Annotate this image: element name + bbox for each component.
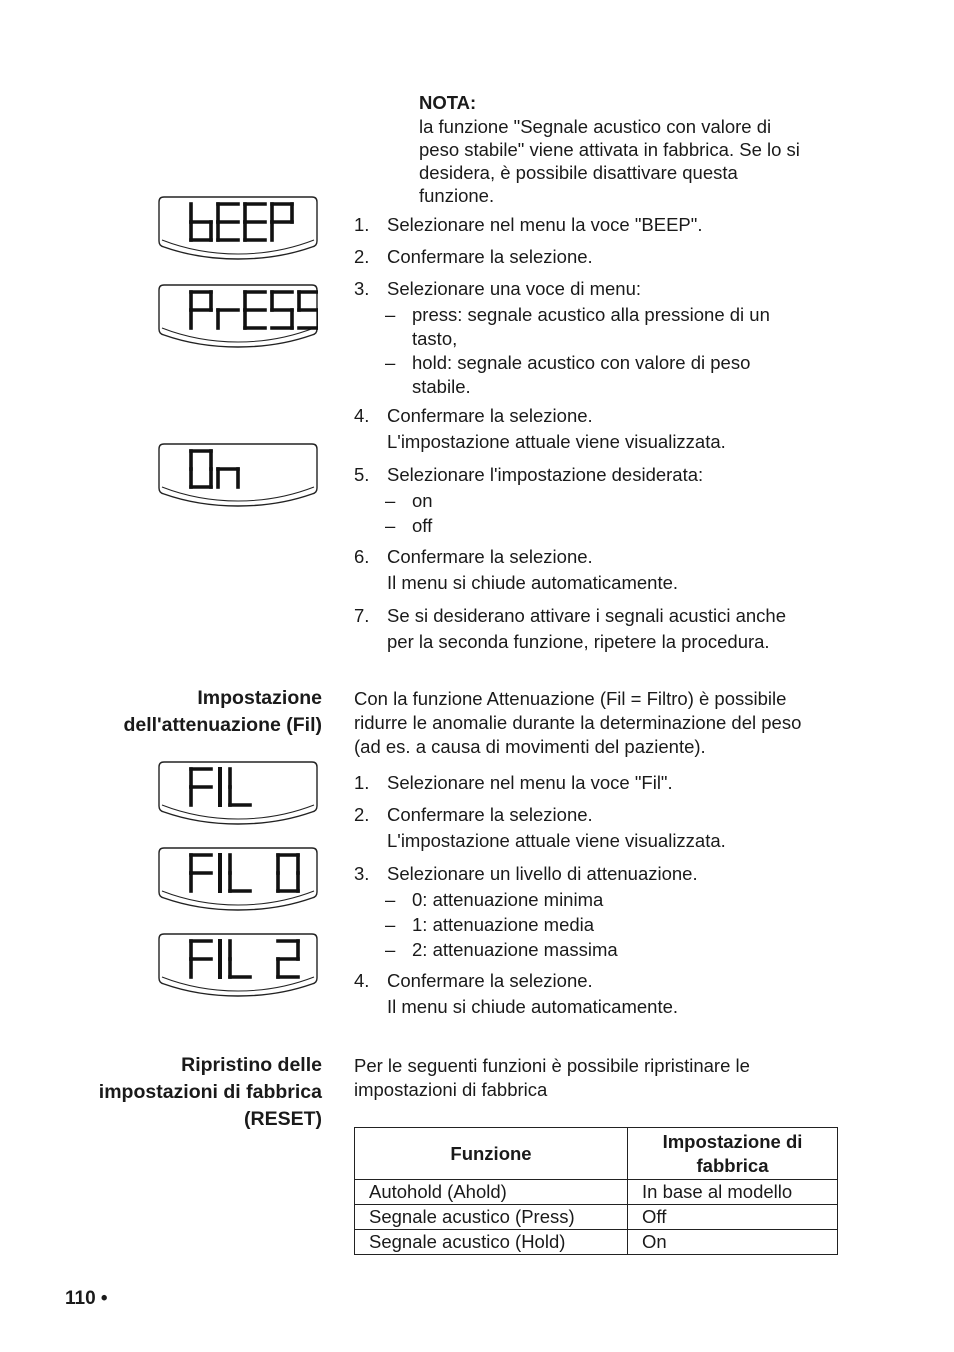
reset-table (354, 1127, 838, 1255)
step-extra: Il menu si chiude automaticamente. (387, 572, 679, 593)
step-extra: L'impostazione attuale viene visualizzata. (387, 431, 726, 452)
step-number: 4. (354, 970, 370, 991)
step-extra: L'impostazione attuale viene visualizzata. (387, 830, 726, 851)
step-text: Se si desiderano attivare i segnali acustici anche (387, 605, 787, 626)
table-cell: On (628, 1230, 838, 1255)
sub-item: – 2: attenuazione massima (385, 939, 618, 960)
step-text: Selezionare nel menu la voce "Fil". (387, 772, 673, 793)
step-text: Confermare la selezione. (387, 246, 593, 267)
step-text: Selezionare un livello di attenuazione. (387, 863, 698, 884)
fil-intro: Con la funzione Attenuazione (Fil = Filtro) è possibile ridurre le anomalie durante la determinazione del peso (ad es. a causa di movimenti del paziente). (354, 688, 802, 757)
step-text: Selezionare nel menu la voce "BEEP". (387, 214, 703, 235)
lcd-frame (158, 443, 318, 509)
sub-item: – 1: attenuazione media (385, 914, 595, 935)
fil-step-1 (354, 770, 834, 796)
column-header-function: Funzione (355, 1128, 628, 1180)
table-cell: Off (628, 1205, 838, 1230)
beep-step-6 (354, 544, 834, 596)
note-line: peso stabile" viene attivata in fabbrica. Se lo si (419, 139, 800, 160)
table-row (355, 1205, 838, 1230)
step-number: 2. (354, 804, 370, 825)
step-number: 4. (354, 405, 370, 426)
fil-step-3 (354, 861, 834, 962)
beep-step-5 (354, 462, 834, 538)
sub-item: – hold: segnale acustico con valore di peso (385, 352, 751, 373)
reset-intro: Per le seguenti funzioni è possibile ripristinare le impostazioni di fabbrica (354, 1055, 750, 1100)
step-extra: per la seconda funzione, ripetere la procedura. (387, 631, 770, 652)
step-text: Confermare la selezione. (387, 546, 593, 567)
beep-step-4 (354, 403, 834, 455)
step-text: Confermare la selezione. (387, 804, 593, 825)
beep-step-2 (354, 244, 834, 270)
step-number: 7. (354, 605, 370, 626)
lcd-frame (158, 196, 318, 262)
note-title: NOTA: (419, 92, 477, 113)
sub-item-continued: stabile. (412, 376, 471, 397)
table-cell: In base al modello (628, 1180, 838, 1205)
step-text: Selezionare l'impostazione desiderata: (387, 464, 704, 485)
step-extra: Il menu si chiude automaticamente. (387, 996, 679, 1017)
sub-item-continued: tasto, (412, 328, 458, 349)
step-number: 5. (354, 464, 370, 485)
lcd-display-on (158, 443, 318, 509)
sub-item: – on (385, 490, 433, 511)
note-line: desidera, è possibile disattivare questa (419, 162, 738, 183)
sub-item: – off (385, 515, 433, 536)
step-number: 2. (354, 246, 370, 267)
step-number: 3. (354, 278, 370, 299)
step-text: Confermare la selezione. (387, 405, 593, 426)
step-text: Confermare la selezione. (387, 970, 593, 991)
page-number: 110 • (65, 1288, 108, 1309)
step-number: 1. (354, 772, 370, 793)
beep-step-7 (354, 603, 834, 655)
fil-step-4 (354, 968, 834, 1020)
step-number: 6. (354, 546, 370, 567)
beep-step-1 (354, 212, 834, 238)
lcd-display-fil-2 (158, 933, 318, 999)
lcd-frame (158, 933, 318, 999)
note-line: funzione. (419, 185, 495, 206)
table-header-row (355, 1128, 838, 1180)
section-heading-fil: Impostazione dell'attenuazione (Fil) (123, 687, 322, 736)
table-cell: Segnale acustico (Press) (355, 1205, 628, 1230)
lcd-display-press (158, 284, 318, 350)
lcd-display-beep (158, 196, 318, 262)
step-text: Selezionare una voce di menu: (387, 278, 642, 299)
column-header-factory-setting: Impostazione di fabbrica (628, 1128, 838, 1180)
lcd-frame (158, 761, 318, 827)
table-cell: Segnale acustico (Hold) (355, 1230, 628, 1255)
table-cell: Autohold (Ahold) (355, 1180, 628, 1205)
fil-step-2 (354, 802, 834, 854)
table-row (355, 1180, 838, 1205)
table-row (355, 1230, 838, 1255)
lcd-display-fil (158, 761, 318, 827)
sub-item: – 0: attenuazione minima (385, 889, 604, 910)
sub-item: – press: segnale acustico alla pressione di un (385, 304, 770, 325)
section-heading-reset: Ripristino delle impostazioni di fabbrica (RESET) (98, 1054, 322, 1130)
note-line: la funzione "Segnale acustico con valore di (419, 116, 772, 137)
lcd-frame (158, 847, 318, 913)
lcd-display-fil-0 (158, 847, 318, 913)
note-text (419, 115, 800, 207)
lcd-frame (158, 284, 318, 350)
beep-step-3 (354, 276, 834, 399)
step-number: 3. (354, 863, 370, 884)
step-number: 1. (354, 214, 370, 235)
